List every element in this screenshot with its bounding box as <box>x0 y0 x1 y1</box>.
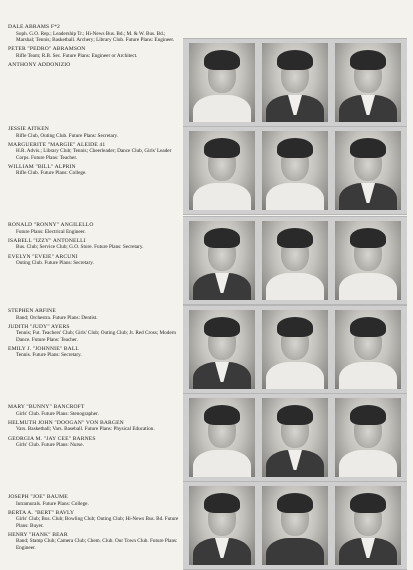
senior-activities: Band; Orchestra. Future Plans: Dentist. <box>16 314 98 321</box>
senior-entry <box>8 404 180 417</box>
senior-name: DALE ABRAMS F*2 <box>8 24 60 30</box>
senior-name: GEORGIA M. "JAY CEE" BARNES <box>8 435 96 442</box>
senior-entry <box>8 324 180 343</box>
senior-entry <box>8 126 180 139</box>
senior-name: BERTA A. "BERT" BAVLY <box>8 509 75 516</box>
senior-activities: Rifle Club. Future Plans: College. <box>16 170 87 177</box>
senior-name: ANTHONY ADDONIZIO <box>8 61 71 68</box>
senior-activities: Soph. G.O. Rep.; Leadership Tr.; Hi-News Bus. Bd.; M. & W. Bus. Bd.; Marshal; Tennis; Basketball. Archery; Library Club. Future Plans: Engineer. <box>16 30 175 43</box>
senior-portrait <box>335 398 401 477</box>
senior-portrait <box>189 221 255 300</box>
senior-portrait <box>335 43 401 122</box>
senior-name: JOSEPH "JOE" BAUME <box>8 494 68 500</box>
senior-name: PETER "PEDRO" ABRAMSON <box>8 46 86 52</box>
senior-portrait <box>189 310 255 389</box>
senior-activities: Rifle Club, Outing Club. Future Plans: Secretary. <box>16 132 119 139</box>
senior-portrait <box>262 398 328 477</box>
senior-portrait <box>189 398 255 477</box>
senior-activities: Outing Club. Future Plans: Secretary. <box>16 260 94 267</box>
entry-group-4 <box>8 308 180 362</box>
senior-name: ISABELL "IZZY" ANTONELLI <box>8 237 86 244</box>
photo-row-1 <box>183 38 407 127</box>
senior-entry <box>8 420 180 433</box>
senior-activities: H.R. Advis.; Library Club; Tennis; Cheerleader; Dance Club, Girls' Leader Corps. Future Plans: Teacher. <box>16 148 172 161</box>
senior-entry <box>8 510 180 529</box>
senior-entry <box>8 46 180 59</box>
senior-portrait <box>262 310 328 389</box>
photo-row-2 <box>183 126 407 215</box>
senior-entry <box>8 494 180 507</box>
senior-name: JESSIE AITKEN <box>8 126 49 132</box>
entry-group-2 <box>8 126 180 180</box>
senior-activities: Band; Stamp Club; Camera Club; Chem. Club. Our Town Club. Future Plans: Engineer. <box>16 538 178 551</box>
senior-name: JUDITH "JUDY" AYERS <box>8 323 70 330</box>
senior-portrait <box>262 221 328 300</box>
senior-entry <box>8 254 180 267</box>
senior-entry <box>8 142 180 161</box>
senior-name: HENRY "HANK" BEAR <box>8 531 68 538</box>
senior-portrait <box>189 43 255 122</box>
senior-name: MARGUERITE "MARGIE" ALEIDE 41 <box>8 141 106 148</box>
entry-group-3 <box>8 222 180 269</box>
senior-activities: Girls' Club. Future Plans: Stenographer. <box>16 410 99 417</box>
senior-name: MARY "BUNNY" BANCROFT <box>8 404 85 410</box>
senior-entry <box>8 346 180 359</box>
photo-row-3 <box>183 216 407 305</box>
senior-name: WILLIAM "BILL" ALPRIN <box>8 163 76 170</box>
photo-row-6 <box>183 481 407 570</box>
senior-activities: Girls' Club. Future Plans: Nurse. <box>16 442 84 449</box>
senior-entry <box>8 532 180 551</box>
senior-name: EMILY J. "JOHNNIE" BALL <box>8 345 79 352</box>
senior-entry <box>8 62 180 69</box>
senior-portrait <box>262 486 328 565</box>
senior-portrait <box>335 131 401 210</box>
senior-activities: Tennis; Fut. Teachers' Club; Girls' Club; Outing Club; Jr. Red Cross; Modern Dance. Future Plans: Teacher. <box>16 330 176 343</box>
senior-entry <box>8 164 180 177</box>
entry-group-6 <box>8 494 180 554</box>
senior-activities: Bus. Club; Service Club; G.O. Store. Future Plans: Secretary. <box>16 244 144 251</box>
senior-entry <box>8 222 180 235</box>
senior-entry <box>8 308 180 321</box>
photo-row-4 <box>183 305 407 394</box>
senior-portrait <box>335 310 401 389</box>
senior-name: HELMUTH JOHN "DOOGAN" VON BARGEN <box>8 419 124 426</box>
senior-portrait <box>189 131 255 210</box>
senior-portrait <box>262 43 328 122</box>
senior-name: RONALD "RONNY" ANGILELLO <box>8 222 94 228</box>
senior-activities: Vars. Basketball; Vars. Baseball. Future Plans: Physical Education. <box>16 426 155 433</box>
senior-name: STEPHEN ARFINE <box>8 308 56 314</box>
senior-entry <box>8 24 180 43</box>
senior-activities: Rifle Team; R.B. Sec. Future Plans: Engineer or Architect. <box>16 52 138 59</box>
senior-name: EVELYN "EVEIE" ARCUNI <box>8 253 78 260</box>
senior-portrait <box>335 486 401 565</box>
entry-group-1 <box>8 24 180 71</box>
senior-activities: Future Plans: Electrical Engineer. <box>16 228 86 235</box>
senior-portrait <box>335 221 401 300</box>
senior-activities: Girls' Club; Bus. Club; Bowling Club; Outing Club; Hi-News Bus. Bd. Future Plans: Buyer. <box>16 516 179 529</box>
senior-entry <box>8 238 180 251</box>
senior-portrait <box>262 131 328 210</box>
senior-activities: Intramurals. Future Plans: College. <box>16 500 89 507</box>
senior-entry <box>8 436 180 449</box>
senior-activities: Tennis. Future Plans: Secretary. <box>16 352 82 359</box>
entry-group-5 <box>8 404 180 451</box>
senior-portrait <box>189 486 255 565</box>
photo-row-5 <box>183 393 407 482</box>
